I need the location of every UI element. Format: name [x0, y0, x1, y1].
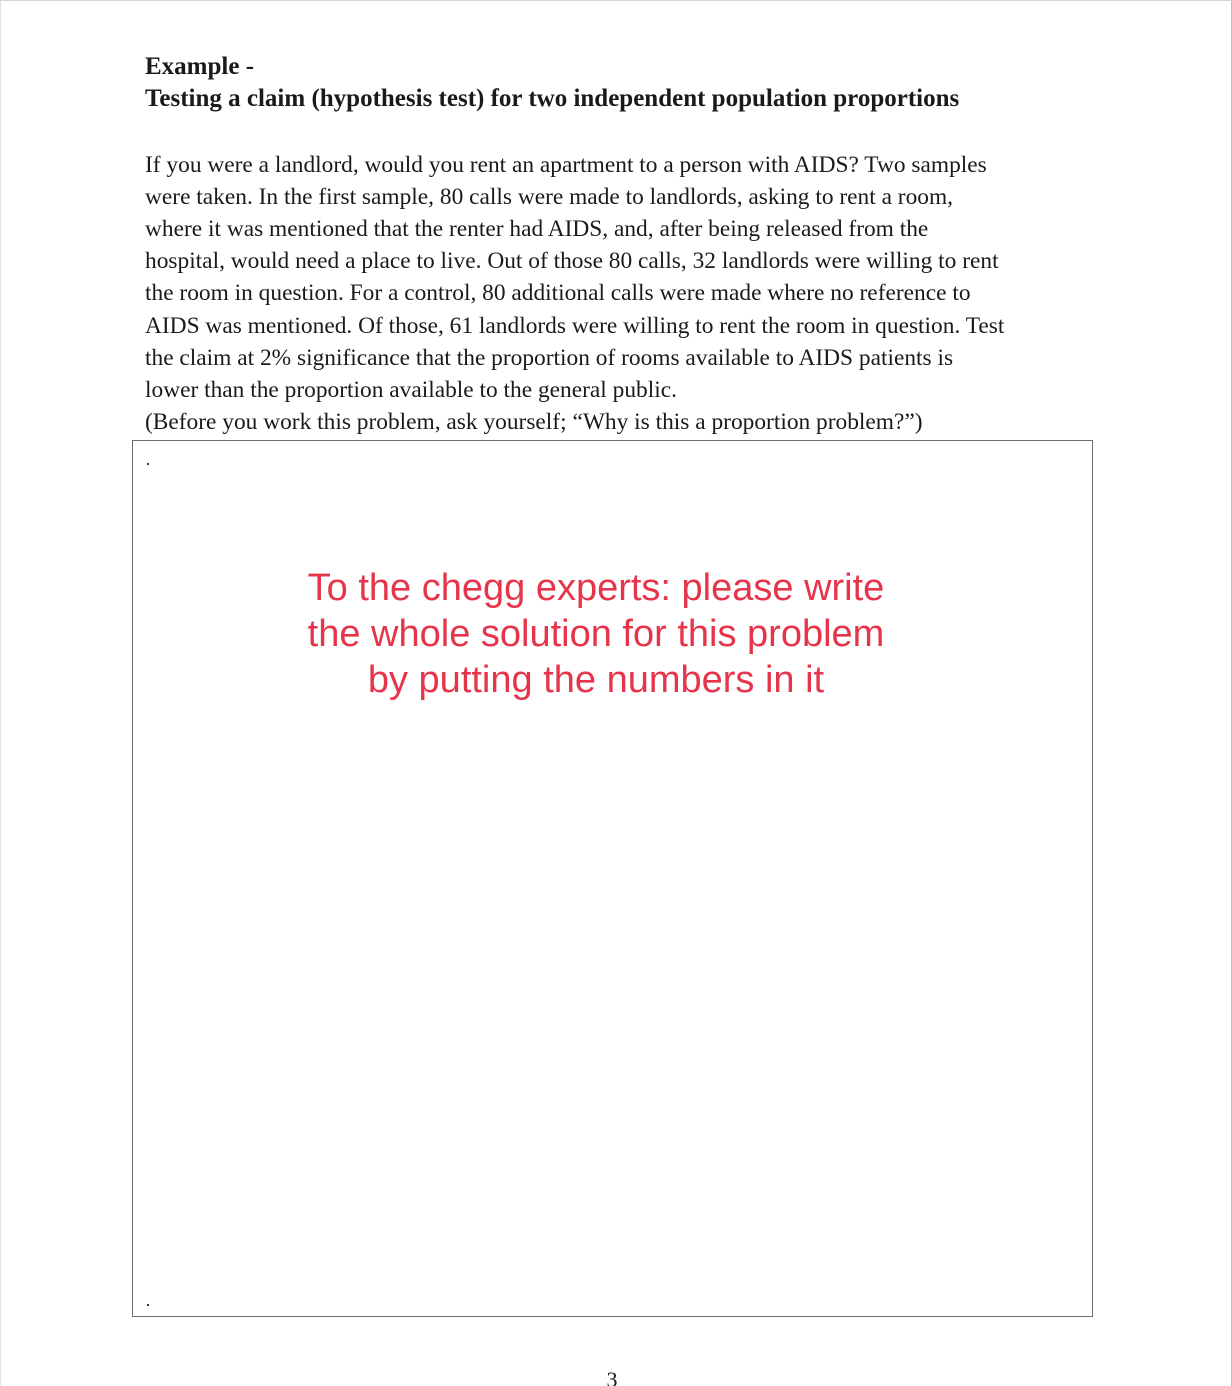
expert-note-line-1: To the chegg experts: please write	[307, 567, 885, 609]
section-title: Testing a claim (hypothesis test) for two independent population proportions	[145, 85, 960, 112]
page-number: 3	[606, 1367, 618, 1386]
bottom-dot-mark	[147, 1304, 149, 1306]
problem-text-line-4: hospital, would need a place to live. Out of those 80 calls, 32 landlords were willing to rent	[145, 248, 999, 274]
answer-box[interactable]	[132, 440, 1093, 1317]
problem-text-line-1: If you were a landlord, would you rent an apartment to a person with AIDS? Two samples	[145, 152, 987, 178]
expert-note-line-2: the whole solution for this problem	[307, 613, 885, 655]
example-heading: Example -	[145, 53, 255, 80]
problem-text-line-8: lower than the proportion available to the general public.	[145, 377, 677, 403]
expert-note-line-3: by putting the numbers in it	[367, 659, 825, 701]
top-dot-mark	[147, 463, 149, 465]
aside-question: (Before you work this problem, ask yourself; “Why is this a proportion problem?”)	[145, 409, 923, 435]
problem-text-line-6: AIDS was mentioned. Of those, 61 landlords were willing to rent the room in question. Test	[145, 313, 1005, 339]
problem-text-line-5: the room in question. For a control, 80 additional calls were made where no reference to	[145, 280, 971, 306]
problem-text-line-3: where it was mentioned that the renter had AIDS, and, after being released from the	[145, 216, 929, 242]
problem-text-line-2: were taken. In the first sample, 80 calls were made to landlords, asking to rent a room,	[145, 184, 954, 210]
problem-text-line-7: the claim at 2% significance that the proportion of rooms available to AIDS patients is	[145, 345, 954, 371]
